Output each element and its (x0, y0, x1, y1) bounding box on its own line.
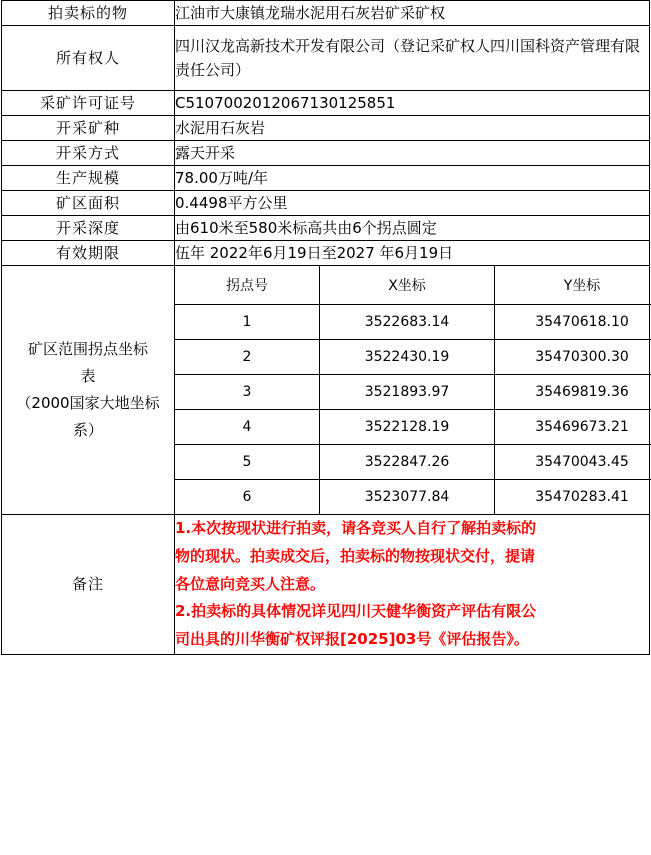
remark-line-5: 司出具的川华衡矿权评报[2025]03号《评估报告》。 (175, 630, 529, 648)
row-value-owner: 四川汉龙高新技术开发有限公司（登记采矿权人四川国科资产管理有限责任公司） (175, 26, 650, 91)
table-row-license-no (2, 91, 650, 116)
row-label-mining-depth: 开采深度 (2, 216, 175, 241)
row-value-remark (175, 515, 650, 655)
row-label-license-no: 采矿许可证号 (2, 91, 175, 116)
row-label-validity-period: 有效期限 (2, 241, 175, 266)
coord-point-no: 6 (175, 480, 320, 515)
table-row-validity-period (2, 241, 650, 266)
coord-label-line-1: 矿区范围拐点坐标 (27, 340, 148, 358)
row-value-mineral-type: 水泥用石灰岩 (175, 116, 650, 141)
coordinates-header-row (175, 266, 651, 305)
coord-label-line-2: 表 (80, 367, 96, 385)
coord-x: 3522430.19 (320, 340, 495, 375)
coord-y: 35469673.21 (495, 410, 651, 445)
table-row-coordinates (2, 266, 650, 515)
row-label-remark: 备注 (2, 515, 175, 655)
remark-line-2: 物的现状。拍卖成交后，拍卖标的物按现状交付，提请 (175, 546, 536, 565)
row-value-license-no: C5107002012067130125851 (175, 91, 650, 116)
row-label-owner: 所有权人 (2, 26, 175, 91)
table-row-mining-depth (2, 216, 650, 241)
table-row (175, 445, 651, 480)
table-row-production-scale (2, 166, 650, 191)
remark-line-4: 2.拍卖标的具体情况详见四川天健华衡资产评估有限公 (175, 602, 537, 621)
table-row (175, 305, 651, 340)
coord-point-no: 2 (175, 340, 320, 375)
table-row (175, 480, 651, 515)
row-value-mining-depth: 由610米至580米标高共由6个拐点圆定 (175, 216, 650, 241)
row-value-mining-method: 露天开采 (175, 141, 650, 166)
row-value-mining-area: 0.4498平方公里 (175, 191, 650, 216)
row-label-mineral-type: 开采矿种 (2, 116, 175, 141)
table-row (175, 340, 651, 375)
row-label-mining-area: 矿区面积 (2, 191, 175, 216)
table-row-subject (2, 1, 650, 26)
table-row-remark (2, 515, 650, 655)
row-label-production-scale: 生产规模 (2, 166, 175, 191)
coordinates-cell (175, 266, 650, 515)
coord-header-y: Y坐标 (495, 266, 651, 305)
table-row-mining-area (2, 191, 650, 216)
coord-point-no: 1 (175, 305, 320, 340)
coord-point-no: 4 (175, 410, 320, 445)
coord-y: 35470283.41 (495, 480, 651, 515)
coord-label-line-3: （2000国家大地坐标 (16, 394, 160, 412)
coord-x: 3521893.97 (320, 375, 495, 410)
table-row-mineral-type (2, 116, 650, 141)
table-row (175, 410, 651, 445)
coord-y: 35470618.10 (495, 305, 651, 340)
coord-y: 35470300.30 (495, 340, 651, 375)
coord-header-x: X坐标 (320, 266, 495, 305)
row-value-production-scale: 78.00万吨/年 (175, 166, 650, 191)
coord-y: 35469819.36 (495, 375, 651, 410)
row-label-coordinates (2, 266, 175, 515)
row-value-subject: 江油市大康镇龙瑞水泥用石灰岩矿采矿权 (175, 1, 650, 26)
coord-x: 3523077.84 (320, 480, 495, 515)
coord-y: 35470043.45 (495, 445, 651, 480)
coord-x: 3522128.19 (320, 410, 495, 445)
remark-line-1: 1.本次按现状进行拍卖，请各竞买人自行了解拍卖标的 (175, 519, 537, 537)
table-row (175, 375, 651, 410)
coord-header-point-no: 拐点号 (175, 266, 320, 305)
coord-point-no: 3 (175, 375, 320, 410)
table-row-mining-method (2, 141, 650, 166)
coord-x: 3522683.14 (320, 305, 495, 340)
asset-info-table (1, 0, 650, 655)
remark-line-3: 各位意向竞买人注意。 (175, 574, 326, 593)
coordinates-table (175, 266, 651, 514)
coord-label-line-4: 系） (72, 421, 103, 439)
coord-point-no: 5 (175, 445, 320, 480)
coord-x: 3522847.26 (320, 445, 495, 480)
table-row-owner (2, 26, 650, 91)
row-value-validity-period: 伍年 2022年6月19日至2027 年6月19日 (175, 241, 650, 266)
row-label-mining-method: 开采方式 (2, 141, 175, 166)
row-label-subject: 拍卖标的物 (2, 1, 175, 26)
